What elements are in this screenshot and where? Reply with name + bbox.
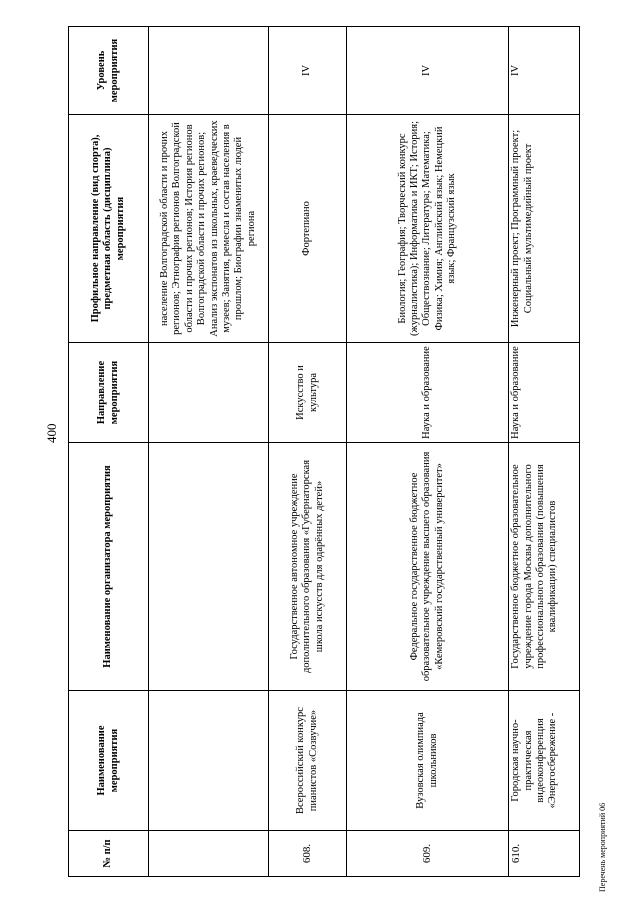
header-event-name: Наименование мероприятия [69, 691, 149, 831]
cell-level [149, 27, 269, 115]
cell-level: IV [509, 27, 580, 115]
header-organizer: Наименование организатора мероприятия [69, 443, 149, 691]
table-header-row [69, 27, 149, 877]
cell-number: 609. [346, 831, 508, 877]
cell-event-name: Городская научно-практическая видеоконференция «Энергосбережение - [509, 691, 580, 831]
cell-direction: Наука и образование [346, 343, 508, 443]
cell-profile: Инженерный проект; Программный проект; Социальный мультимедийный проект [509, 115, 580, 343]
table-row [509, 27, 580, 877]
cell-direction [149, 343, 269, 443]
cell-number [149, 831, 269, 877]
cell-profile: Фортепиано [269, 115, 347, 343]
cell-level: IV [346, 27, 508, 115]
footer-text: Перечень мероприятий 06 [598, 802, 607, 892]
cell-event-name [149, 691, 269, 831]
table-row [149, 27, 269, 877]
header-direction: Направление мероприятия [69, 343, 149, 443]
events-table-container [68, 27, 580, 877]
cell-level: IV [269, 27, 347, 115]
header-level: Уровень мероприятия [69, 27, 149, 115]
header-profile: Профильное направление (вид спорта), предметная область (дисциплина) мероприятия [69, 115, 149, 343]
cell-organizer: Государственное автономное учреждение дополнительного образования «Губернаторская школа искусств для одарённых детей» [269, 443, 347, 691]
events-table [68, 26, 580, 877]
cell-direction: Искусство и культура [269, 343, 347, 443]
cell-profile: Биология; География; Творческий конкурс (журналистика); Информатика и ИКТ; История; Обществознание; Литература; Математика; Физика; Химия; Английский язык; Немецкий язык; Французский язык [346, 115, 508, 343]
cell-event-name: Всероссийский конкурс пианистов «Созвучие» [269, 691, 347, 831]
cell-number: 608. [269, 831, 347, 877]
cell-organizer: Федеральное государственное бюджетное образовательное учреждение высшего образования «Кемеровский государственный университет» [346, 443, 508, 691]
page-number: 400 [44, 423, 59, 443]
cell-direction: Наука и образование [509, 343, 580, 443]
cell-number: 610. [509, 831, 580, 877]
cell-organizer: Государственное бюджетное образовательное учреждение города Москвы дополнительного профессионального образования (повышения квалификации) специалистов [509, 443, 580, 691]
cell-profile: население Волгоградской области и прочих регионов; Этнография регионов Волгоградской области и прочих регионов; История регионов Волгоградской области и прочих регионов; Анализ экспонатов из школьных, краеведческих музеев; Занятия, ремесла и состав населения в прошлом; Биографии знаменитых людей региона [149, 115, 269, 343]
cell-event-name: Вузовская олимпиада школьников [346, 691, 508, 831]
header-number: № п/п [69, 831, 149, 877]
table-row [346, 27, 508, 877]
table-row [269, 27, 347, 877]
cell-organizer [149, 443, 269, 691]
